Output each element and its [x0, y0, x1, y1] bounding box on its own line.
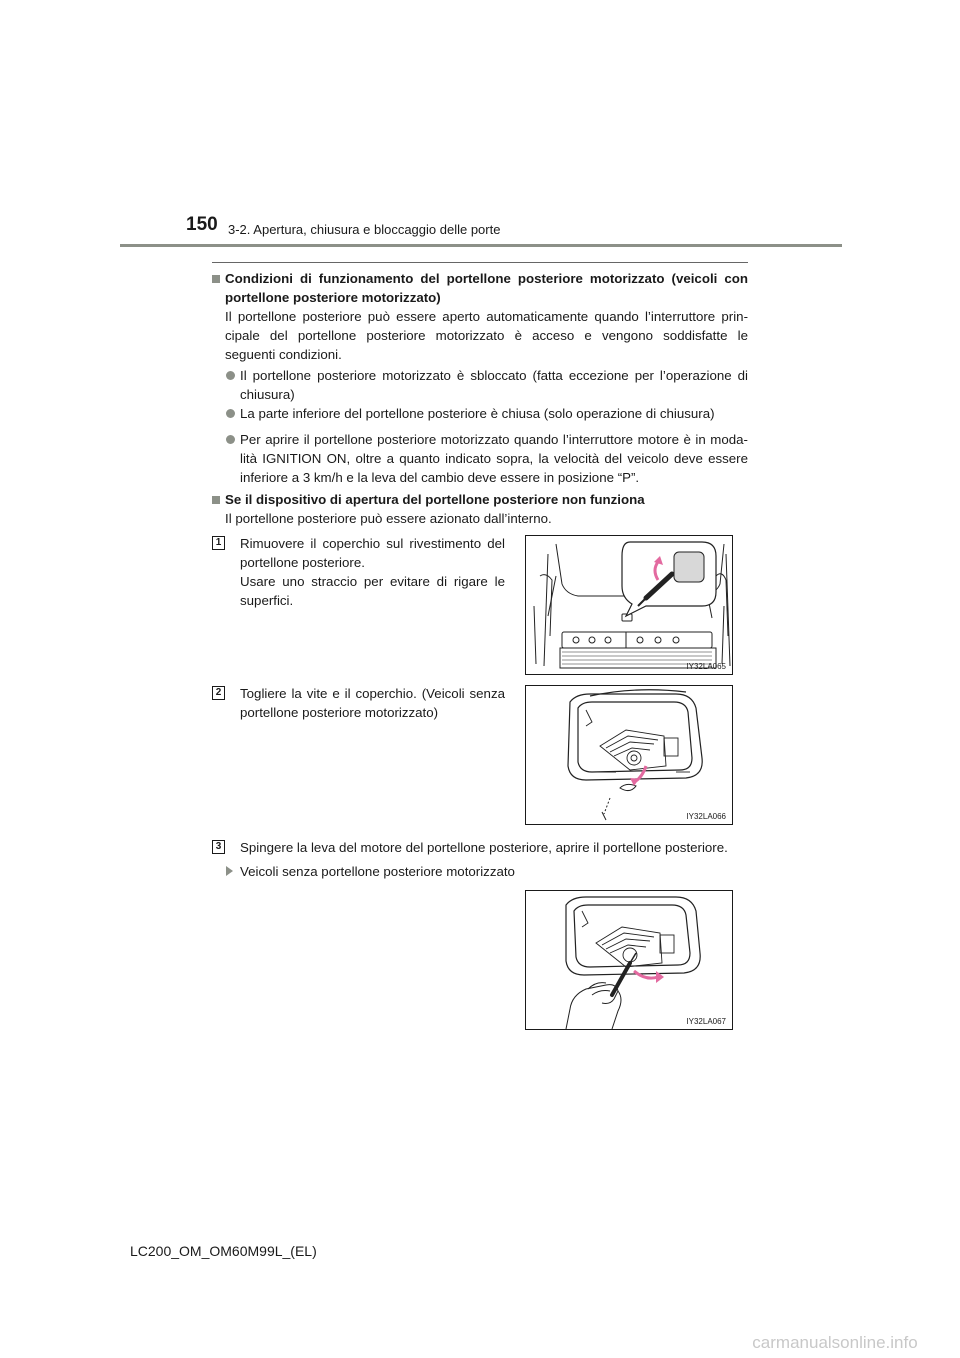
bullet-dot: [226, 409, 235, 418]
figure-label: IY32LA066: [686, 812, 726, 821]
step1-line3: Usare uno straccio per evitare di rigare le: [240, 574, 505, 589]
figure-remove-cover: [525, 535, 733, 675]
figure-label: IY32LA065: [686, 662, 726, 671]
step1-line2: portellone posteriore.: [240, 555, 365, 570]
step2-line2: portellone posteriore motorizzato): [240, 705, 439, 720]
section1-intro-line2: cipale del portellone posteriore motorizzato è acceso e vengono soddisfatte le: [225, 328, 748, 343]
document-code: LC200_OM_OM60M99L_(EL): [130, 1243, 317, 1259]
step3-line1: Spingere la leva del motore del portellone posteriore, aprire il portellone posteriore.: [240, 840, 728, 855]
bullet3-line3: inferiore a 3 km/h e la leva del cambio deve essere in posizione “P”.: [240, 470, 640, 485]
section-marker: [212, 275, 220, 283]
step1-line4: superfici.: [240, 593, 294, 608]
step3-sub-line1: Veicoli senza portellone posteriore motorizzato: [240, 864, 515, 879]
sub-item-arrow: [226, 866, 233, 876]
figure-label: IY32LA067: [686, 1017, 726, 1026]
tailgate-lever-illustration: [526, 891, 732, 1029]
section1-intro-line3: seguenti condizioni.: [225, 347, 342, 362]
section2-title: Se il dispositivo di apertura del portellone posteriore non funziona: [225, 492, 645, 507]
bullet3-line2: lità IGNITION ON, oltre a quanto indicato sopra, la velocità del veicolo deve essere: [240, 451, 748, 466]
step-number-2: 2: [212, 686, 225, 700]
content-rule: [212, 262, 748, 263]
watermark: carmanualsonline.info: [752, 1333, 918, 1352]
bullet2-line1: La parte inferiore del portellone posteriore è chiusa (solo operazione di chiusura): [240, 406, 715, 421]
step1-line1: Rimuovere il coperchio sul rivestimento del: [240, 536, 505, 551]
step-number-1: 1: [212, 536, 225, 550]
bullet1-line1: Il portellone posteriore motorizzato è sbloccato (fatta eccezione per l’operazione di: [240, 368, 748, 383]
section2-intro: Il portellone posteriore può essere azionato dall’interno.: [225, 511, 552, 526]
figure-remove-screw: [525, 685, 733, 825]
section-marker: [212, 496, 220, 504]
bullet-dot: [226, 371, 235, 380]
bullet-dot: [226, 435, 235, 444]
step-number-3: 3: [212, 840, 225, 854]
bullet1-line2: chiusura): [240, 387, 295, 402]
tailgate-interior-illustration: [526, 536, 732, 674]
section1-intro-line1: Il portellone posteriore può essere aperto automaticamente quando l’interruttore prin-: [225, 309, 748, 324]
section1-title-line2: portellone posteriore motorizzato): [225, 290, 441, 305]
section-title: 3-2. Apertura, chiusura e bloccaggio delle porte: [228, 222, 501, 237]
header-rule: [120, 244, 842, 247]
figure-push-lever: [525, 890, 733, 1030]
page-number: 150: [186, 214, 218, 235]
tailgate-trim-screw-illustration: [526, 686, 732, 824]
section1-title-line1: Condizioni di funzionamento del portellone posteriore motorizzato (veicoli con: [225, 271, 748, 286]
bullet3-line1: Per aprire il portellone posteriore motorizzato quando l’interruttore motore è in moda-: [240, 432, 748, 447]
step2-line1: Togliere la vite e il coperchio. (Veicoli senza: [240, 686, 505, 701]
